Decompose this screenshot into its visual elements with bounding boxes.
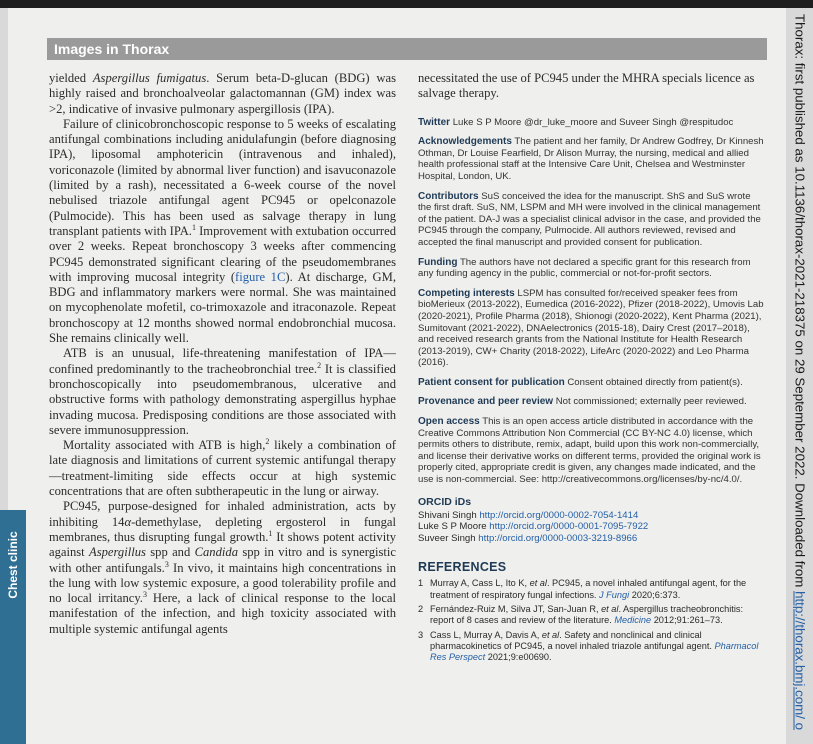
patient-consent: Patient consent for publication Consent obtained directly from patient(s). — [418, 376, 743, 388]
orcid-entry: Shivani Singh http://orcid.org/0000-0002-7054-1414 — [418, 509, 639, 521]
provenance: Provenance and peer review Not commissioned; externally peer reviewed. — [418, 396, 747, 408]
orcid-heading: ORCID iDs — [418, 495, 472, 508]
journal-link[interactable]: J Fungi — [599, 589, 630, 600]
open-access: Open access This is an open access article distributed in accordance with the Creative Commons Attribution Non Commercial (CC BY-NC 4.0) license, which permits others to distribute, remix, adapt, build upon this work non-commercially, and license their derivative works on different terms, provided the original work is properly cited, appropriate credit is given, any changes made indicated, and the use is non-commercial. See: http://creativecommons.org/licenses/by-nc/4.0/. — [418, 416, 761, 486]
top-bar — [0, 0, 813, 8]
contributors: Contributors SuS conceived the idea for the manuscript. ShS and SuS wrote the first draft. SuS, NM, LSPM and MH were involved in the clinical management of the patient. DA-J was a specialist clinical advisor in the case, and provided the PC945 through the company, Pulmocide. All authors reviewed, revised and accepted the final manuscript and provided consent for publication. — [418, 190, 761, 248]
competing-interests: Competing interests LSPM has consulted for/received speaker fees from bioMerieux (2013-2022), Eumedica (2016-2022), Pfizer (2018-2022), Umovis Lab (2020-2021), Profile Pharma (2018), Shionogi (2020-2022), Kent Pharma (2021), Sumitovant (2021-2022), DNAelectronics (2015-18), Dairy Crest (2017–2018), and received research grants from the National Institute for Health Research (2013-2019), CW+ Charity (2018-2022), LifeArc (2020-2022) and Leo Pharma (2016). — [418, 287, 764, 369]
reference-item: 3 Cass L, Murray A, Davis A, et al. Safety and nonclinical and clinical pharmacokinetics of PC945, a novel inhaled triazole antifungal agent. Pharmacol Res Perspect 2021;9:e00690. — [418, 629, 759, 663]
section-sidebar-label: Chest clinic — [6, 531, 20, 599]
download-link[interactable]: http://thorax.bmj.com/ o — [792, 591, 808, 731]
journal-link[interactable]: Medicine — [614, 615, 652, 626]
references-heading: REFERENCES — [418, 560, 507, 575]
paragraph-4: Mortality associated with ATB is high,$^2$ likely a combination of late diagnosis and limitations of current systemic antifungal therapy—treatment-limiting side effects occur at high systemic concentrations that are often subtherapeutic in the lung or airway. — [49, 436, 396, 499]
acknowledgements: Acknowledgements The patient and her family, Dr Andrew Godfrey, Dr Kinnesh Othman, Dr Louise Fearfield, Dr Alison Murray, the nursing, medical and allied health professional staff at the Intensive Care Unit, Chelsea and Westminster Hospital, London, UK. — [418, 136, 764, 182]
funding: Funding The authors have not declared a specific grant for this research from any funding agency in the public, commercial or not-for-profit sectors. — [418, 256, 751, 280]
reference-item: 2 Fernández-Ruiz M, Silva JT, San-Juan R, et al. Aspergillus tracheobronchitis: report of 8 cases and review of the literature. Medicine 2012;91:261–73. — [418, 604, 744, 626]
continuation-text: necessitated the use of PC945 under the MHRA specials licence as salvage therapy. — [418, 71, 755, 101]
orcid-link[interactable]: http://orcid.org/0000-0002-7054-1414 — [479, 509, 639, 521]
figure-link[interactable]: figure 1C — [235, 269, 286, 284]
left-column — [49, 71, 396, 637]
paragraph-5: PC945, purpose-designed for inhaled administration, acts by inhibiting 14α-demethylase, depleting ergosterol in fungal membranes, thus disrupting fungal growth.$^1$ It shows potent activity against Aspergillus spp and Candida spp in vitro and is synergistic with other antifungals.$^3$ In vivo, it maintains high concentrations in the lung with low systemic exposure, a good tolerability profile and no local irritancy.$^3$ Here, a lack of clinical response to the local manifestation of the infection, and high toxicity associated with multiple systemic antifungal agents — [49, 499, 397, 636]
right-column — [418, 71, 765, 666]
paragraph-1: yielded Aspergillus fumigatus. Serum beta-D-glucan (BDG) was highly raised and bronchoalveolar galactomannan (GM) index was >2, indicative of invasive pulmonary aspergillosis (IPA). — [49, 71, 396, 116]
orcid-entry: Suveer Singh http://orcid.org/0000-0003-3219-8966 — [418, 532, 638, 544]
orcid-link[interactable]: http://orcid.org/0000-0001-7095-7922 — [489, 521, 649, 533]
twitter-note: Twitter Luke S P Moore @dr_luke_moore and Suveer Singh @respitudoc — [418, 116, 734, 128]
paragraph-3: ATB is an unusual, life-threatening manifestation of IPA—confined predominantly to the tracheobronchial tree.$^2$ It is classified bronchoscopically into pseudomembranous, ulcerative and obstructive forms with pathology demonstrating aspergillus hyphae invading mucosa. Predisposing conditions are those associated with severe immunosuppression. — [49, 346, 396, 437]
journal-link[interactable]: Pharmacol Res Perspect — [430, 640, 759, 663]
download-statement: Thorax: first published as 10.1136/thorax-2021-218375 on 29 September 2022. Downloaded from http://thorax.bmj.com/ o — [792, 13, 808, 731]
reference-item: 1 Murray A, Cass L, Ito K, et al. PC945, a novel inhaled antifungal agent, for the treatment of respiratory fungal infections. J Fungi 2020;6:373. — [418, 578, 747, 600]
paragraph-2: Failure of clinicobronchoscopic response to 5 weeks of escalating antifungal combinations including anidulafungin (before diagnosing IPA), liposomal amphotericin (intravenous and inhaled), voriconazole (limited by abnormal liver function) and isavuconazole (limited by a rash), necessitated a 6-week course of the novel nebulised triazole antifungal agent PC945 or opelconazole (Pulmocide). This has been used as salvage therapy in lung transplant patients with IPA.$^1$ Improvement with extubation occurred over 2 weeks. Repeat bronchoscopy 3 weeks after commencing PC945 demonstrated significant clearing of the pseudomembranes with improving mucosal integrity (figure 1C). At discharge, GM, BDG and inflammatory markers were normal. She was maintained on mycophenolate mofetil, co-trimoxazole and itraconazole. Repeat bronchoscopy at 12 months showed normal endobronchial mucosa. She remains clinically well. — [49, 116, 396, 346]
section-header: Images in Thorax — [47, 38, 767, 60]
orcid-link[interactable]: http://orcid.org/0000-0003-3219-8966 — [478, 532, 638, 544]
orcid-entry: Luke S P Moore http://orcid.org/0000-0001-7095-7922 — [418, 521, 649, 533]
